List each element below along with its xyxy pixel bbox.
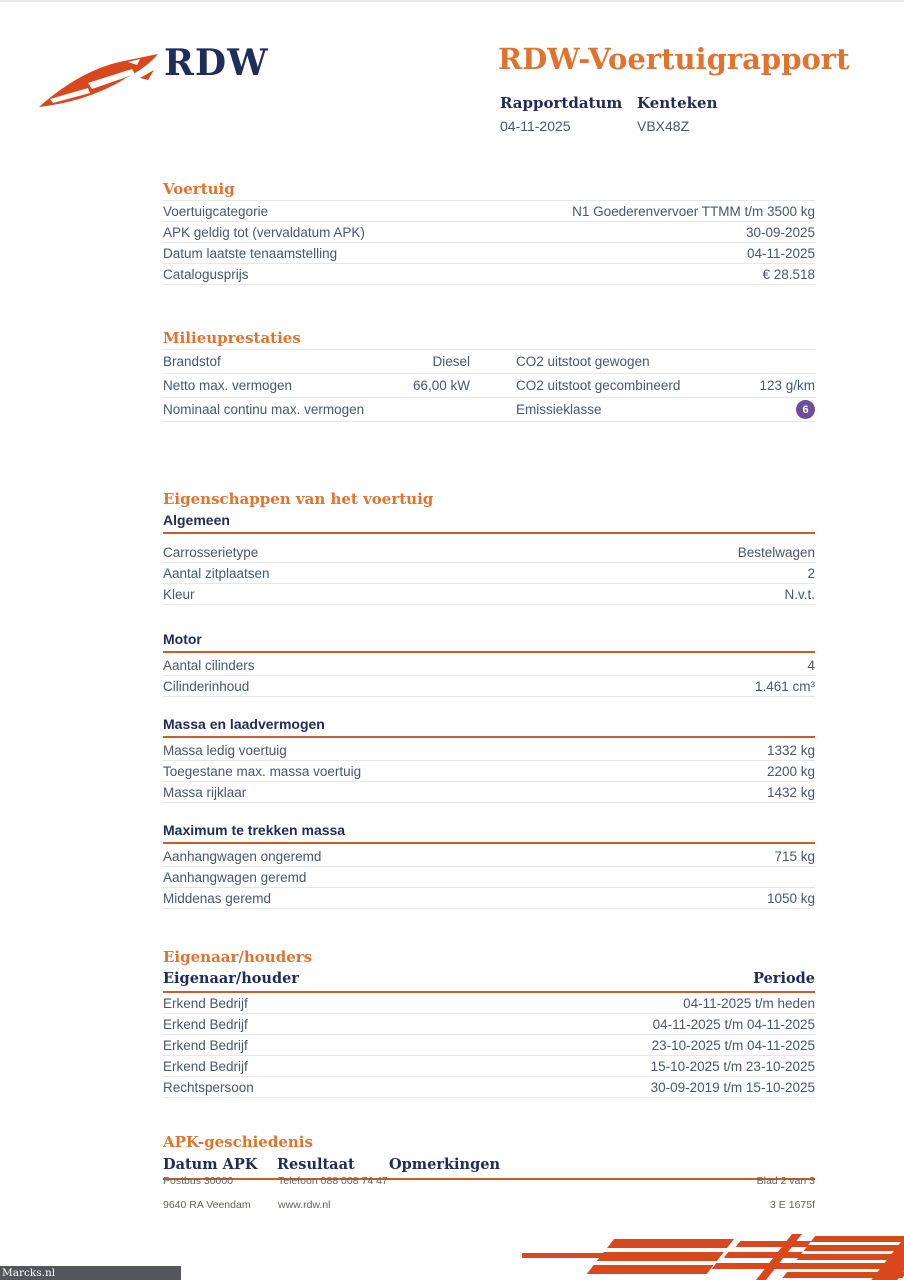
table-row xyxy=(163,1035,815,1056)
owner-name: Erkend Bedrijf xyxy=(163,1037,248,1053)
row-label: Middenas geremd xyxy=(163,890,272,906)
section-title: Milieuprestaties xyxy=(163,329,301,347)
owner-period: 15-10-2025 t/m 23-10-2025 xyxy=(650,1058,815,1074)
row-value: 1.461 cm³ xyxy=(754,678,815,694)
row-label: Toegestane max. massa voertuig xyxy=(163,763,362,779)
license-plate-value: VBX48Z xyxy=(637,118,690,134)
rdw-logo-text: RDW xyxy=(164,42,269,84)
table-row xyxy=(163,740,815,761)
row-value: N.v.t. xyxy=(784,586,815,602)
table-row xyxy=(163,398,815,422)
row-value: 2 xyxy=(807,565,815,581)
row-value: 1332 kg xyxy=(766,742,815,758)
table-row xyxy=(163,243,815,264)
row-label: Massa ledig voertuig xyxy=(163,742,287,758)
site-badge: Marcks.nl xyxy=(0,1266,181,1280)
row-label: Carrosserietype xyxy=(163,544,259,560)
row-value: 1432 kg xyxy=(766,784,815,800)
table-row xyxy=(163,542,815,563)
row-value: 1050 kg xyxy=(766,890,815,906)
table-row xyxy=(163,655,815,676)
report-meta xyxy=(500,94,717,134)
row-label: Kleur xyxy=(163,586,195,602)
section-eigenschappen xyxy=(163,490,815,605)
subsection-title-motor: Motor xyxy=(163,631,815,653)
owner-name: Erkend Bedrijf xyxy=(163,995,248,1011)
subsection-title-trekken: Maximum te trekken massa xyxy=(163,822,815,844)
column-header-result: Resultaat xyxy=(277,1156,355,1173)
footer-phone: Telefoon 088 008 74 47 xyxy=(278,1175,388,1187)
row-value: 66,00 kW xyxy=(412,378,470,393)
row-label: Massa rijklaar xyxy=(163,784,247,800)
table-row xyxy=(163,993,815,1014)
table-row xyxy=(163,1056,815,1077)
row-label: Brandstof xyxy=(163,354,221,369)
row-label: Aantal cilinders xyxy=(163,657,255,673)
owners-table-header xyxy=(163,970,815,993)
owner-name: Erkend Bedrijf xyxy=(163,1016,248,1032)
row-label: Catalogusprijs xyxy=(163,266,249,282)
subsection-title-massa: Massa en laadvermogen xyxy=(163,716,815,738)
table-row xyxy=(163,867,815,888)
owner-period: 23-10-2025 t/m 04-11-2025 xyxy=(651,1037,815,1053)
row-value: Bestelwagen xyxy=(737,544,815,560)
row-value: 123 g/km xyxy=(759,378,815,393)
table-row xyxy=(163,846,815,867)
license-plate-label: Kenteken xyxy=(637,94,718,112)
footer-page-indicator: Blad 2 van 3 xyxy=(756,1175,815,1187)
row-value: 715 kg xyxy=(774,848,815,864)
section-massa xyxy=(163,716,815,803)
row-value: 2200 kg xyxy=(766,763,815,779)
table-row xyxy=(163,1077,815,1098)
row-value: 04-11-2025 xyxy=(746,245,815,261)
table-row xyxy=(163,374,815,398)
rdw-feather-logo-icon xyxy=(36,50,166,112)
row-value: 30-09-2025 xyxy=(745,224,815,240)
owner-period: 30-09-2019 t/m 15-10-2025 xyxy=(650,1079,815,1095)
column-header-owner: Eigenaar/houder xyxy=(163,970,299,987)
owner-name: Erkend Bedrijf xyxy=(163,1058,248,1074)
footer-city: 9640 RA Veendam xyxy=(163,1199,251,1211)
footer-website: www.rdw.nl xyxy=(278,1199,331,1211)
footer-line-1 xyxy=(163,1175,815,1187)
table-row xyxy=(163,222,815,243)
section-title: Eigenschappen van het voertuig xyxy=(163,490,434,508)
footer-line-2 xyxy=(163,1199,815,1211)
section-voertuig xyxy=(163,180,815,285)
section-eigenaar-houders xyxy=(163,948,815,1098)
row-label: APK geldig tot (vervaldatum APK) xyxy=(163,224,365,240)
row-label: CO2 uitstoot gewogen xyxy=(516,354,650,369)
table-row xyxy=(163,1014,815,1035)
row-value: Diesel xyxy=(432,354,470,369)
column-header-period: Periode xyxy=(753,970,815,987)
table-row xyxy=(163,264,815,285)
row-label: Nominaal continu max. vermogen xyxy=(163,402,365,417)
table-row xyxy=(163,761,815,782)
row-label: Cilinderinhoud xyxy=(163,678,250,694)
row-label: Netto max. vermogen xyxy=(163,378,293,393)
watermark-logo xyxy=(522,1232,904,1280)
watermark-stripe xyxy=(586,1239,734,1275)
table-row xyxy=(163,201,815,222)
row-label: Aantal zitplaatsen xyxy=(163,565,270,581)
section-title: APK-geschiedenis xyxy=(163,1133,313,1151)
section-apk-geschiedenis xyxy=(163,1133,815,1180)
row-label: Aanhangwagen ongeremd xyxy=(163,848,322,864)
subsection-title-algemeen: Algemeen xyxy=(163,512,815,534)
row-value: 4 xyxy=(807,657,815,673)
row-label: Aanhangwagen geremd xyxy=(163,869,307,885)
owner-period: 04-11-2025 t/m 04-11-2025 xyxy=(652,1016,815,1032)
section-milieuprestaties xyxy=(163,329,815,422)
report-date-label: Rapportdatum xyxy=(500,94,623,112)
footer-postal-address: Postbus 30000 xyxy=(163,1175,234,1187)
table-row xyxy=(163,563,815,584)
row-label: Voertuigcategorie xyxy=(163,203,269,219)
table-row xyxy=(163,888,815,909)
table-row xyxy=(163,584,815,605)
table-row xyxy=(163,782,815,803)
column-header-remarks: Opmerkingen xyxy=(389,1156,500,1173)
table-row xyxy=(163,676,815,697)
row-label: Datum laatste tenaamstelling xyxy=(163,245,338,261)
section-motor xyxy=(163,631,815,697)
row-label: CO2 uitstoot gecombineerd xyxy=(516,378,681,393)
owner-period: 04-11-2025 t/m heden xyxy=(683,995,815,1011)
emission-class-badge: 6 xyxy=(796,400,815,419)
footer-form-code: 3 E 1675f xyxy=(770,1199,815,1211)
row-label: Emissieklasse xyxy=(516,402,602,417)
column-header-apk-date: Datum APK xyxy=(163,1156,258,1173)
report-date-value: 04-11-2025 xyxy=(500,118,571,134)
section-title: Voertuig xyxy=(163,180,235,198)
section-trekken-massa xyxy=(163,822,815,909)
section-title: Eigenaar/houders xyxy=(163,948,313,966)
table-row xyxy=(163,350,815,374)
page-title: RDW-Voertuigrapport xyxy=(498,42,850,76)
owner-name: Rechtspersoon xyxy=(163,1079,254,1095)
row-value: € 28.518 xyxy=(762,266,815,282)
row-value: N1 Goederenvervoer TTMM t/m 3500 kg xyxy=(572,203,815,219)
